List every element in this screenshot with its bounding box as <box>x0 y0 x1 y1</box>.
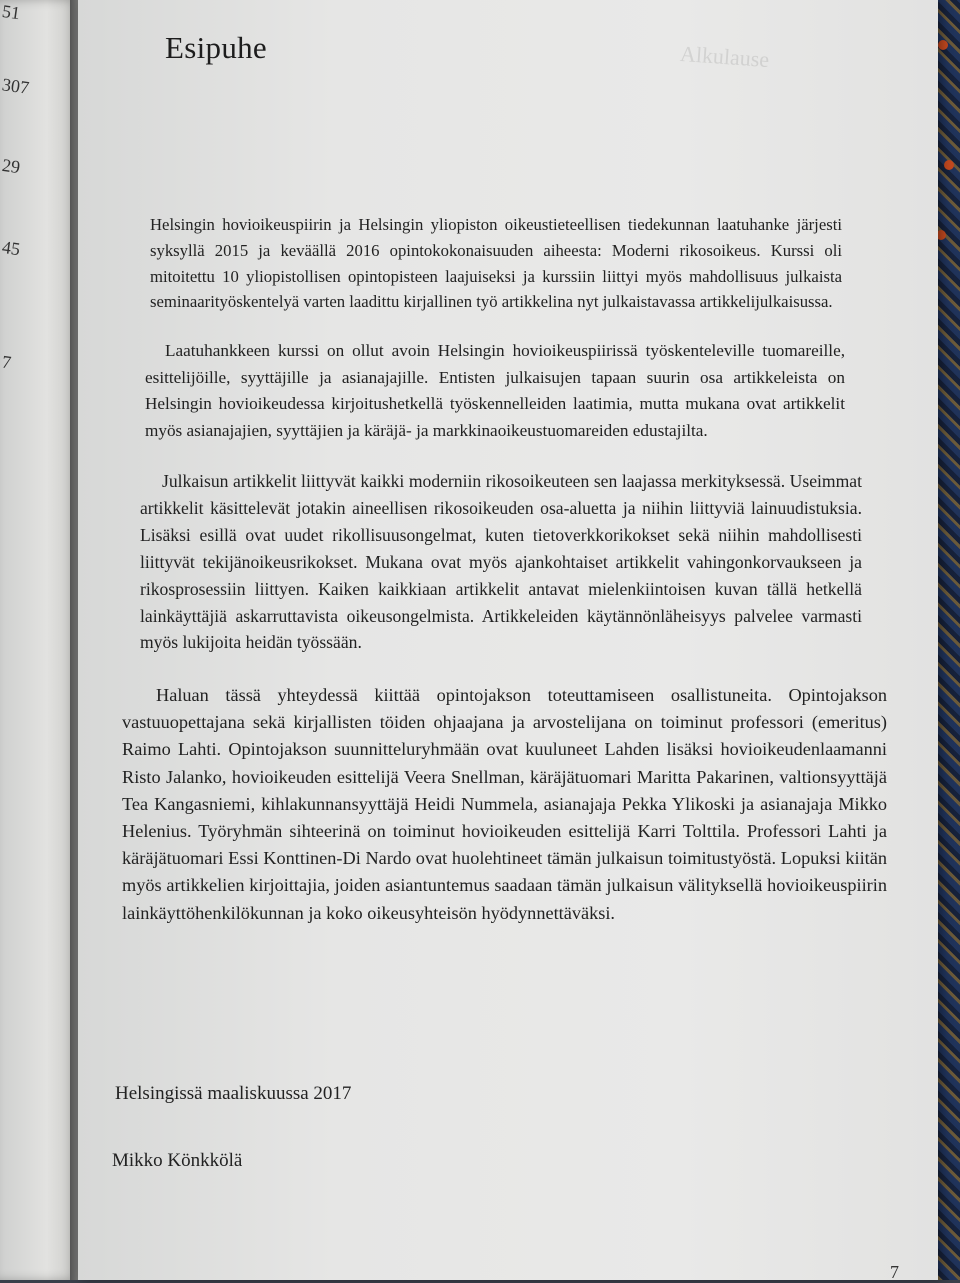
left-page-number: 29 <box>0 154 22 178</box>
place-and-date: Helsingissä maaliskuussa 2017 <box>115 1083 352 1104</box>
page-number: 7 <box>890 1262 899 1282</box>
fabric-pattern-dot <box>938 40 948 50</box>
paragraph-4: Haluan tässä yhteydessä kiittää opintojakson toteuttamiseen osallistuneita. Opintojakson vastuuopettajana sekä kirjallisten töiden ohjaajana ja arvostelijana on toiminut professori (emeritus) Raimo Lahti. Opintojakson suunnitteluryhmään ovat kuuluneet Lahden lisäksi hovioikeudenlaamanni Risto Jalanko, hovioikeuden esittelijä Veera Snellman, käräjätuomari Maritta Pakarinen, valtionsyyttäjä Tea Kangasniemi, kihlakunnansyyttäjä Heidi Nummela, asianajaja Pekka Ylikoski ja asianajaja Mikko Helenius. Työryhmän sihteerinä on toiminut hovioikeuden esittelijä Karri Tolttila. Professori Lahti ja käräjätuomari Essi Konttinen-Di Nardo ovat huolehtineet tämän julkaisun toimitustyöstä. Lopuksi kiitän myös artikkelien kirjoittajia, joiden asiantuntemus saadaan tämän julkaisun välityksellä hovioikeuspiirin lainkäyttöhenkilökunnan ja koko oikeusyhteisön hyödynnettäväksi. <box>122 685 887 923</box>
left-page-number: 307 <box>0 74 31 98</box>
paragraph-3: Julkaisun artikkelit liittyvät kaikki moderniin rikosoikeuteen sen laajassa merkityksessä. Useimmat artikkelit käsittelevät jotakin aineellisen rikosoikeuden osa-aluetta ja niihin liittyviä lainuudistuksia. Lisäksi esillä ovat uudet rikollisuusongelmat, kuten tietoverkkorikokset sekä niihin mahdollisesti liittyvät tekijänoikeusrikokset. Mukana ovat myös ajankohtaiset artikkelit vahingonkorvaukseen ja rikosprosessiin liittyen. Kaiken kaikkiaan artikkelit antavat mielenkiintoisen kuvan tällä hetkellä lainkäyttäjiä askarruttavista oikeusongelmista. Artikkeleiden käytännönläheisyys palvelee varmasti myös lukijoita heidän työssään. <box>140 471 862 653</box>
left-page-number: 45 <box>0 236 22 260</box>
show-through-heading: Alkulause <box>679 40 771 73</box>
paragraph-1: Helsingin hovioikeuspiirin ja Helsingin yliopiston oikeustieteellisen tiedekunnan laatuhanke järjesti syksyllä 2015 ja keväällä 2016 opintokokonaisuuden aiheesta: Moderni rikosoikeus. Kurssi oli mitoitettu 10 yliopistollisen opintopisteen laajuiseksi ja kurssiin liittyi myös mahdollisuus julkaista seminaarityöskentelyä varten laadittu kirjallinen työ artikkelina nyt julkaistavassa artikkelijulkaisussa. <box>150 215 842 312</box>
signature-name: Mikko Könkkölä <box>112 1150 243 1171</box>
left-page-number: 51 <box>0 0 22 24</box>
previous-page-edge <box>0 0 78 1280</box>
fabric-pattern-dot <box>944 160 954 170</box>
left-page-number: 7 <box>0 351 13 373</box>
paragraph-2: Laatuhankkeen kurssi on ollut avoin Helsingin hovioikeuspiirissä työskenteleville tuomareille, esittelijöille, syyttäjille ja asianajajille. Entisten julkaisujen tapaan suurin osa artikkeleista on Helsingin hovioikeudessa kirjoitushetkellä työskennelleiden laatimia, mutta mukana ovat artikkelit myös asianajajien, syyttäjien ja käräjä- ja markkinaoikeustuomareiden edustajilta. <box>145 341 845 440</box>
page-title: Esipuhe <box>165 30 267 65</box>
